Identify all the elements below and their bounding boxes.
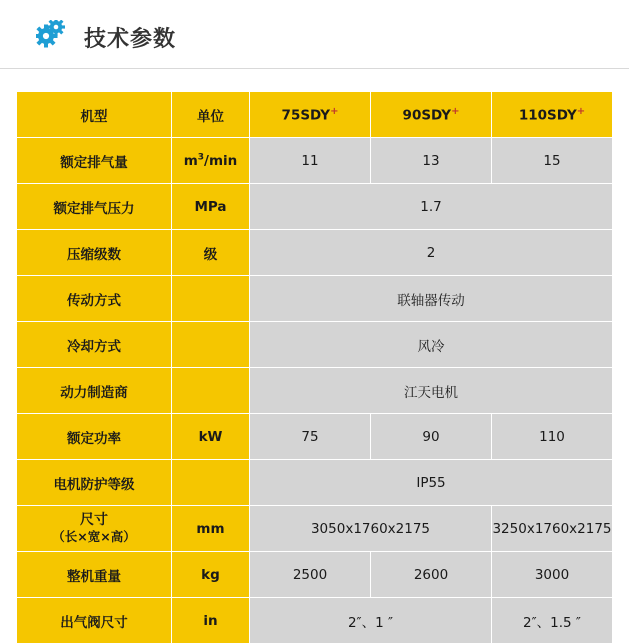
- col-header-110sdy: [492, 92, 613, 138]
- cell-outlet-valve-110: 2″、1.5 ″: [492, 598, 613, 644]
- page-header: [0, 0, 629, 66]
- table-row: [17, 368, 613, 414]
- row-unit-weight: kg: [172, 552, 250, 598]
- col-header-unit: 单位: [172, 92, 250, 138]
- row-label-outlet-valve: 出气阀尺寸: [17, 598, 172, 644]
- spec-table-wrap: [0, 69, 629, 644]
- row-unit-power: kW: [172, 414, 250, 460]
- row-unit-drive: [172, 276, 250, 322]
- row-label-dimension-line1: 尺寸: [80, 511, 108, 528]
- col-header-90sdy: [371, 92, 492, 138]
- row-label-stages: 压缩级数: [17, 230, 172, 276]
- row-label-dimension: [17, 506, 172, 552]
- cell-stages-all: 2: [250, 230, 613, 276]
- col-header-model: 机型: [17, 92, 172, 138]
- row-label-power: 额定功率: [17, 414, 172, 460]
- table-row: [17, 460, 613, 506]
- row-label-protection: 电机防护等级: [17, 460, 172, 506]
- cell-drive-all: 联轴器传动: [250, 276, 613, 322]
- gears-icon: [36, 20, 70, 54]
- cell-displacement-90: 13: [371, 138, 492, 184]
- cell-cooling-all: 风冷: [250, 322, 613, 368]
- cell-displacement-110: 15: [492, 138, 613, 184]
- row-label-drive: 传动方式: [17, 276, 172, 322]
- cell-motor-maker-all: 江天电机: [250, 368, 613, 414]
- unit-superscript: 3: [197, 152, 205, 163]
- cell-dimension-75-90: 3050x1760x2175: [250, 506, 492, 552]
- cell-power-75: 75: [250, 414, 371, 460]
- table-row: [17, 322, 613, 368]
- row-unit-cooling: [172, 322, 250, 368]
- page-title: 技术参数: [84, 26, 177, 52]
- table-row: [17, 276, 613, 322]
- cell-weight-75: 2500: [250, 552, 371, 598]
- table-row: [17, 138, 613, 184]
- cell-dimension-110: 3250x1760x2175: [492, 506, 613, 552]
- cell-weight-90: 2600: [371, 552, 492, 598]
- row-unit-outlet-valve: in: [172, 598, 250, 644]
- row-label-motor-maker: 动力制造商: [17, 368, 172, 414]
- col-header-90sdy-text: 90SDY: [402, 107, 452, 124]
- cell-power-90: 90: [371, 414, 492, 460]
- table-row: [17, 414, 613, 460]
- table-row: [17, 552, 613, 598]
- cell-displacement-75: 11: [250, 138, 371, 184]
- cell-pressure-all: 1.7: [250, 184, 613, 230]
- col-header-75sdy-text: 75SDY: [281, 107, 331, 124]
- table-row: [17, 184, 613, 230]
- row-unit-protection: [172, 460, 250, 506]
- col-header-75sdy-sup: +: [330, 105, 339, 117]
- cell-outlet-valve-75-90: 2″、1 ″: [250, 598, 492, 644]
- row-label-pressure: 额定排气压力: [17, 184, 172, 230]
- cell-power-110: 110: [492, 414, 613, 460]
- table-row: [17, 230, 613, 276]
- row-unit-dimension: mm: [172, 506, 250, 552]
- col-header-90sdy-sup: +: [451, 105, 460, 117]
- row-unit-stages: 级: [172, 230, 250, 276]
- cell-weight-110: 3000: [492, 552, 613, 598]
- row-label-dimension-line2: （长×宽×高）: [52, 529, 136, 545]
- row-label-cooling: 冷却方式: [17, 322, 172, 368]
- row-unit-motor-maker: [172, 368, 250, 414]
- row-unit-displacement: [172, 138, 250, 184]
- table-row: [17, 506, 613, 552]
- row-label-weight: 整机重量: [17, 552, 172, 598]
- row-label-displacement: 额定排气量: [17, 138, 172, 184]
- col-header-75sdy: [250, 92, 371, 138]
- table-header-row: [17, 92, 613, 138]
- cell-protection-all: IP55: [250, 460, 613, 506]
- spec-table: [16, 91, 613, 644]
- row-unit-pressure: MPa: [172, 184, 250, 230]
- row-unit-displacement-text: $m^3/\min$: [183, 152, 238, 169]
- col-header-110sdy-sup: +: [576, 105, 586, 117]
- col-header-110sdy-text: 110SDY: [518, 107, 577, 124]
